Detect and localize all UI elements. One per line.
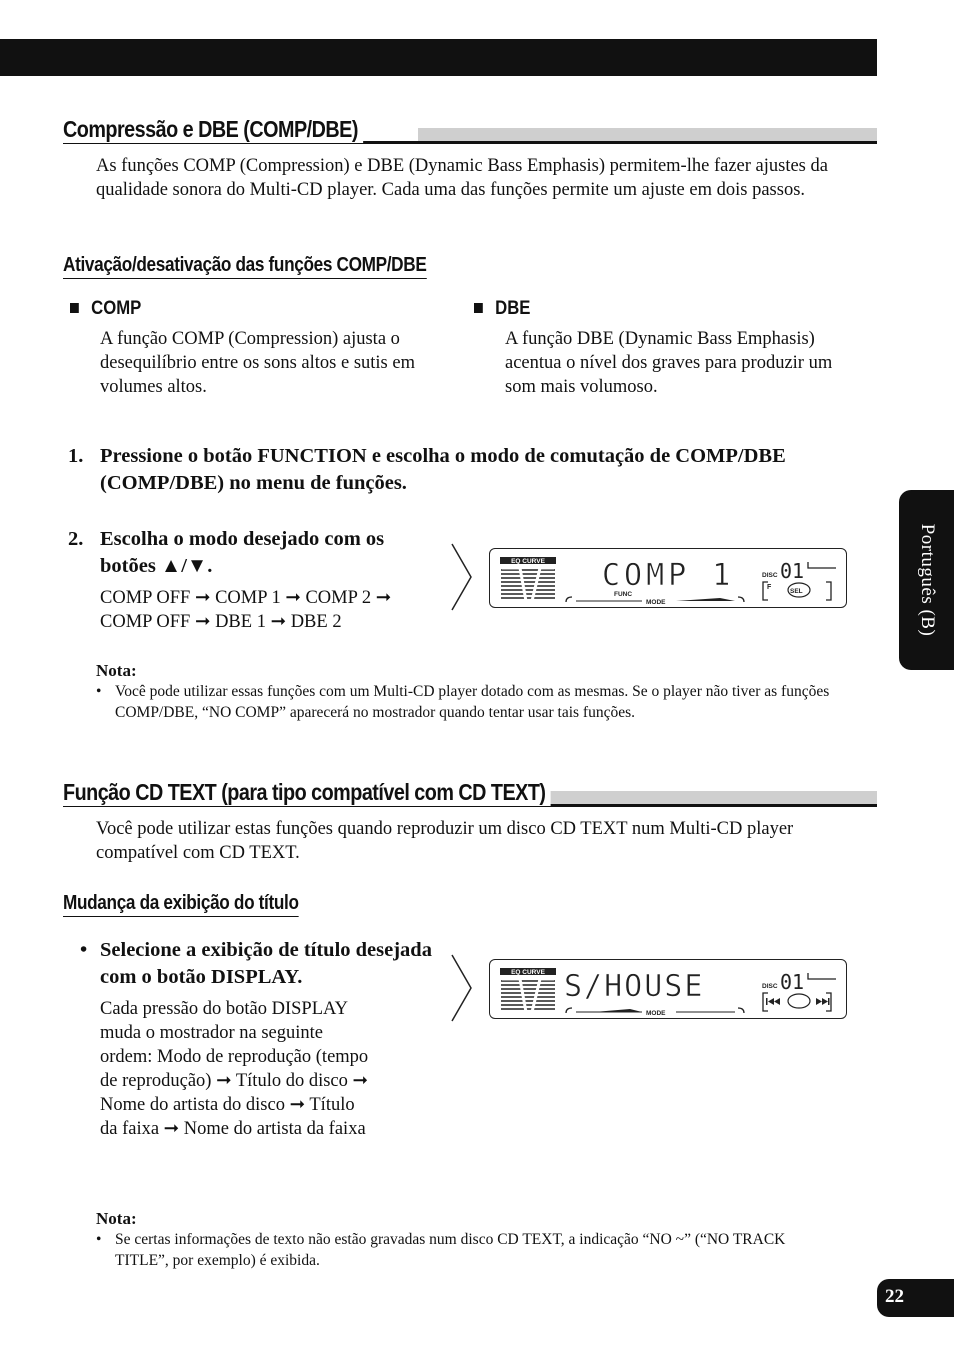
func-label: FUNC bbox=[614, 591, 633, 598]
chevron-right-icon bbox=[450, 954, 474, 1022]
note-2 bbox=[96, 1229, 816, 1271]
step1-number: 1. bbox=[68, 445, 84, 467]
note-title-2: Nota: bbox=[96, 1209, 137, 1228]
comp-description: A função COMP (Compression) ajusta o desequilíbrio entre os sons altos e sutis em volumes altos. bbox=[100, 329, 415, 397]
mode-label: MODE bbox=[646, 1010, 666, 1017]
page-number: 22 bbox=[877, 1279, 954, 1317]
previous-track-icon bbox=[766, 998, 780, 1005]
mode-label: MODE bbox=[646, 599, 666, 606]
intro-comp-dbe: As funções COMP (Compression) e DBE (Dynamic Bass Emphasis) permitem-lhe fazer ajustes da qualidade sonora do Multi-CD player. Cada uma das funções permite um ajuste em dois passos. bbox=[96, 156, 828, 200]
language-side-tab: Português (B) bbox=[899, 490, 954, 670]
disc-number: 01 bbox=[780, 559, 805, 583]
square-bullet-icon bbox=[474, 303, 483, 313]
square-bullet-icon bbox=[70, 303, 79, 313]
lcd-display-house bbox=[489, 959, 847, 1019]
eq-curve-label: EQ CURVE bbox=[511, 558, 545, 565]
display-order-description: Cada pressão do botão DISPLAY muda o mostrador na seguinte ordem: Modo de reprodução (tempo de reprodução) ➞ Título do disco ➞ Nome do artista do disco ➞ Título da faixa ➞ Nome do artista da faixa bbox=[100, 999, 369, 1139]
dbe-description: A função DBE (Dynamic Bass Emphasis) acentua o nível dos graves para produzir um som mais volumoso. bbox=[505, 329, 833, 397]
next-track-icon bbox=[816, 998, 830, 1005]
disc-label: DISC bbox=[762, 983, 778, 990]
note-title-1: Nota: bbox=[96, 661, 137, 680]
bullet: • bbox=[96, 683, 102, 700]
chevron-right-icon bbox=[450, 543, 474, 611]
f-indicator: F bbox=[767, 584, 772, 591]
display-step-text: Selecione a exibição de título desejada com o botão DISPLAY. bbox=[100, 939, 432, 988]
display-main-text: COMP 1 bbox=[602, 558, 735, 593]
top-header-bar bbox=[0, 39, 877, 76]
disc-number: 01 bbox=[780, 970, 805, 994]
subhead-activation: Ativação/desativação das funções COMP/DBE bbox=[63, 254, 426, 279]
intro-cd-text: Você pode utilizar estas funções quando reproduzir um disco CD TEXT num Multi-CD player compatível com CD TEXT. bbox=[96, 819, 794, 863]
bullet: • bbox=[80, 939, 88, 961]
section-title-cd-text: Função CD TEXT (para tipo compatível com CD TEXT) bbox=[63, 788, 877, 818]
note-2-text: Se certas informações de texto não estão gravadas num disco CD TEXT, a indicação “NO ~” (“NO TRACK TITLE”, por exemplo) é exibida. bbox=[115, 1231, 786, 1269]
sel-indicator: SEL bbox=[790, 588, 803, 595]
section-title-comp-dbe: Compressão e DBE (COMP/DBE) bbox=[63, 125, 877, 155]
step2-number: 2. bbox=[68, 528, 84, 550]
dbe-heading: DBE bbox=[474, 298, 530, 320]
bullet: • bbox=[96, 1231, 102, 1248]
comp-heading: COMP bbox=[70, 298, 141, 320]
note-1-text: Você pode utilizar essas funções com um Multi-CD player dotado com as mesmas. Se o player não tiver as funções COMP/DBE, “NO COMP” aparecerá no mostrador quando tentar usar tais funções. bbox=[115, 683, 830, 721]
eq-curve-label: EQ CURVE bbox=[511, 969, 545, 976]
disc-label: DISC bbox=[762, 572, 778, 579]
subhead-title-display: Mudança da exibição do título bbox=[63, 892, 299, 917]
step1-text: Pressione o botão FUNCTION e escolha o modo de comutação de COMP/DBE (COMP/DBE) no menu de funções. bbox=[100, 445, 786, 494]
step2-sequence: COMP OFF ➞ COMP 1 ➞ COMP 2 ➞ COMP OFF ➞ DBE 1 ➞ DBE 2 bbox=[100, 588, 392, 632]
note-1 bbox=[96, 681, 842, 723]
display-main-text: S/HOUSE bbox=[564, 969, 705, 1004]
step2-text: Escolha o modo desejado com os botões ▲/▼. bbox=[100, 528, 385, 577]
lcd-display-comp bbox=[489, 548, 847, 608]
